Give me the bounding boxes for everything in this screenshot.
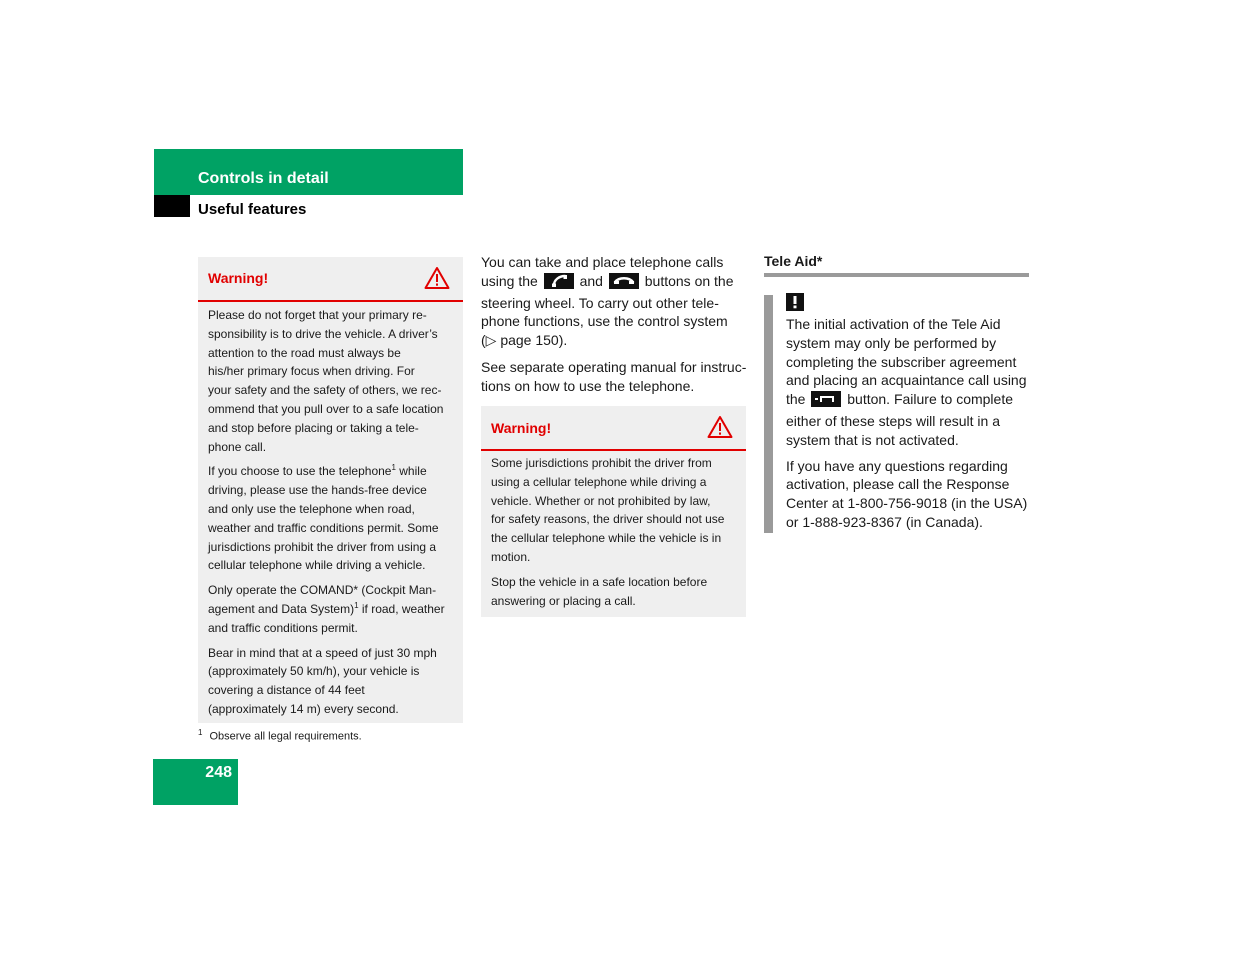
warning-paragraph: Only operate the COMAND* (Cockpit Man- agement and Data System)$^1$ if road, weather and traffic conditions permit.: [208, 583, 445, 635]
warning-label: Warning!: [208, 270, 269, 286]
footnote-text: Observe all legal requirements.: [209, 730, 362, 743]
warning-header: [481, 406, 746, 451]
tele-aid-note: [786, 315, 1031, 539]
footnote-ref: 1: [354, 600, 359, 610]
warning-box-cellular: [481, 406, 746, 617]
subsection-title: Useful features: [198, 201, 307, 218]
page-number: 248: [205, 764, 232, 781]
warning-triangle-icon: [707, 415, 733, 444]
heading-rule: [764, 273, 1029, 277]
warning-body: [198, 302, 463, 719]
warning-body: [481, 451, 746, 610]
body-paragraph: See separate operating manual for instruc- tions on how to use the telephone.: [481, 358, 747, 394]
warning-header: [198, 257, 463, 302]
tele-aid-button-icon: [811, 391, 841, 412]
body-paragraph: You can take and place telephone calls using the and buttons on the steering wheel. To carry out other tele- phone functions, use the control system (▷ page 150).: [481, 254, 734, 349]
warning-paragraph: If you choose to use the telephone$^1$ while driving, please use the hands-free device and only use the telephone when road, weather and traffic conditions permit. Some jurisdictions prohibit the driver from using a cellular telephone while driving a vehicle.: [208, 463, 439, 573]
warning-box-driving: [198, 257, 463, 723]
warning-paragraph: Stop the vehicle in a safe location before answering or placing a call.: [491, 574, 708, 608]
phone-pickup-icon: [544, 273, 574, 294]
warning-paragraph: Some jurisdictions prohibit the driver from using a cellular telephone while driving a vehicle. Whether or not prohibited by law, for safety reasons, the driver should not use the cellular telephone while the vehicle is in motion.: [491, 456, 725, 564]
tele-aid-heading: Tele Aid*: [764, 253, 823, 269]
telephone-instructions: [481, 253, 751, 404]
footnote: [198, 728, 362, 743]
section-title: Controls in detail: [198, 170, 329, 187]
footnote-mark: 1: [198, 728, 203, 737]
warning-paragraph: Bear in mind that at a speed of just 30 mph (approximately 50 km/h), your vehicle is covering a distance of 44 feet (approximately 14 m) every second.: [208, 645, 437, 716]
warning-triangle-icon: [424, 266, 450, 295]
footnote-ref: 1: [391, 463, 396, 473]
exclamation-note-icon: [786, 293, 804, 316]
warning-paragraph: Please do not forget that your primary re- sponsibility is to drive the vehicle. A driver’s attention to the road must always be his/her primary focus when driving. For your safety and the safety of others, we rec- ommend that you pull over to a safe location and stop before placing or taking a tele- phone call.: [208, 308, 444, 454]
warning-label: Warning!: [491, 420, 552, 436]
note-paragraph: If you have any questions regarding activation, please call the Response Center at 1-800-756-9018 (in the USA) or 1-888-923-8367 (in Canada).: [786, 457, 1028, 530]
note-paragraph: The initial activation of the Tele Aid system may only be performed by completing the subscriber agreement and placing an acquaintance call using the button. Failure to complete either of these steps will result in a system that is not activated.: [786, 316, 1027, 448]
phone-hangup-icon: [609, 273, 639, 294]
header-marker: [154, 195, 190, 217]
note-bar: [764, 295, 773, 533]
